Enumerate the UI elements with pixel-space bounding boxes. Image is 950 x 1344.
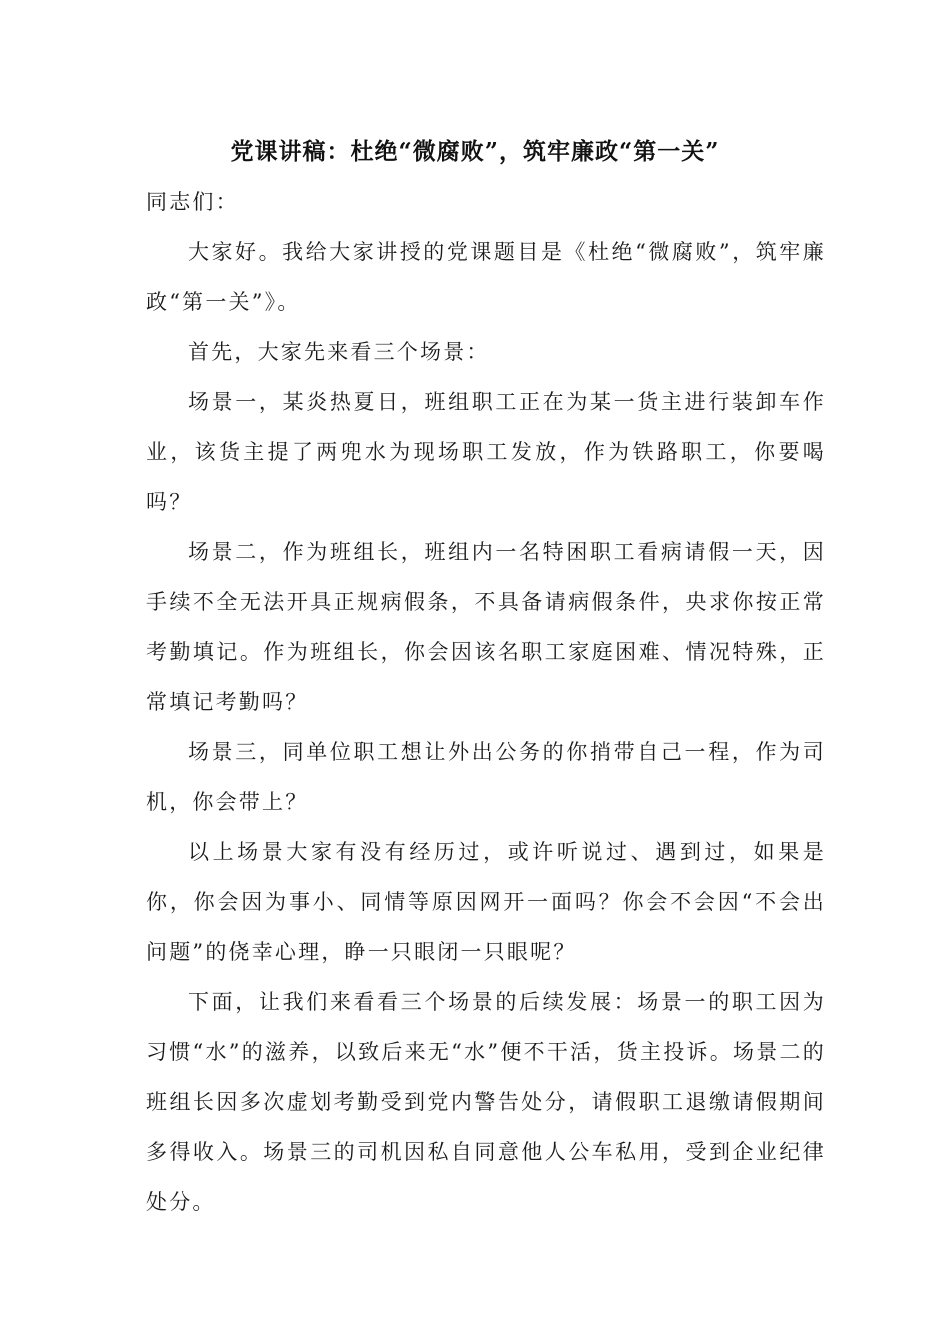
document-body [146,177,826,1227]
paragraph-scene-three: 场景三，同单位职工想让外出公务的你捎带自己一程，作为司机，你会带上？ [146,740,826,814]
paragraph-reflection: 以上场景大家有没有经历过，或许听说过、遇到过，如果是你，你会因为事小、同情等原因网开一面吗？你会不会因“不会出问题”的侥幸心理，睁一只眼闭一只眼呢？ [146,840,826,964]
salutation: 同志们： [146,190,239,214]
document-title: 党课讲稿：杜绝“微腐败”，筑牢廉政“第一关” [230,138,720,165]
paragraph-intro: 首先，大家先来看三个场景： [188,340,490,364]
paragraph-greeting: 大家好。我给大家讲授的党课题目是《杜绝“微腐败”，筑牢廉政“第一关”》。 [146,240,826,314]
paragraph-consequences: 下面，让我们来看看三个场景的后续发展：场景一的职工因为习惯“水”的滋养，以致后来无“水”便不干活，货主投诉。场景二的班组长因多次虚划考勤受到党内警告处分，请假职工退缴请假期间多得收入。场景三的司机因私自同意他人公车私用，受到企业纪律处分。 [146,990,826,1214]
paragraph-scene-one: 场景一，某炎热夏日，班组职工正在为某一货主进行装卸车作业，该货主提了两兜水为现场职工发放，作为铁路职工，你要喝吗？ [146,390,826,514]
paragraph-scene-two: 场景二，作为班组长，班组内一名特困职工看病请假一天，因手续不全无法开具正规病假条，不具备请病假条件，央求你按正常考勤填记。作为班组长，你会因该名职工家庭困难、情况特殊，正常填记考勤吗？ [146,540,826,714]
